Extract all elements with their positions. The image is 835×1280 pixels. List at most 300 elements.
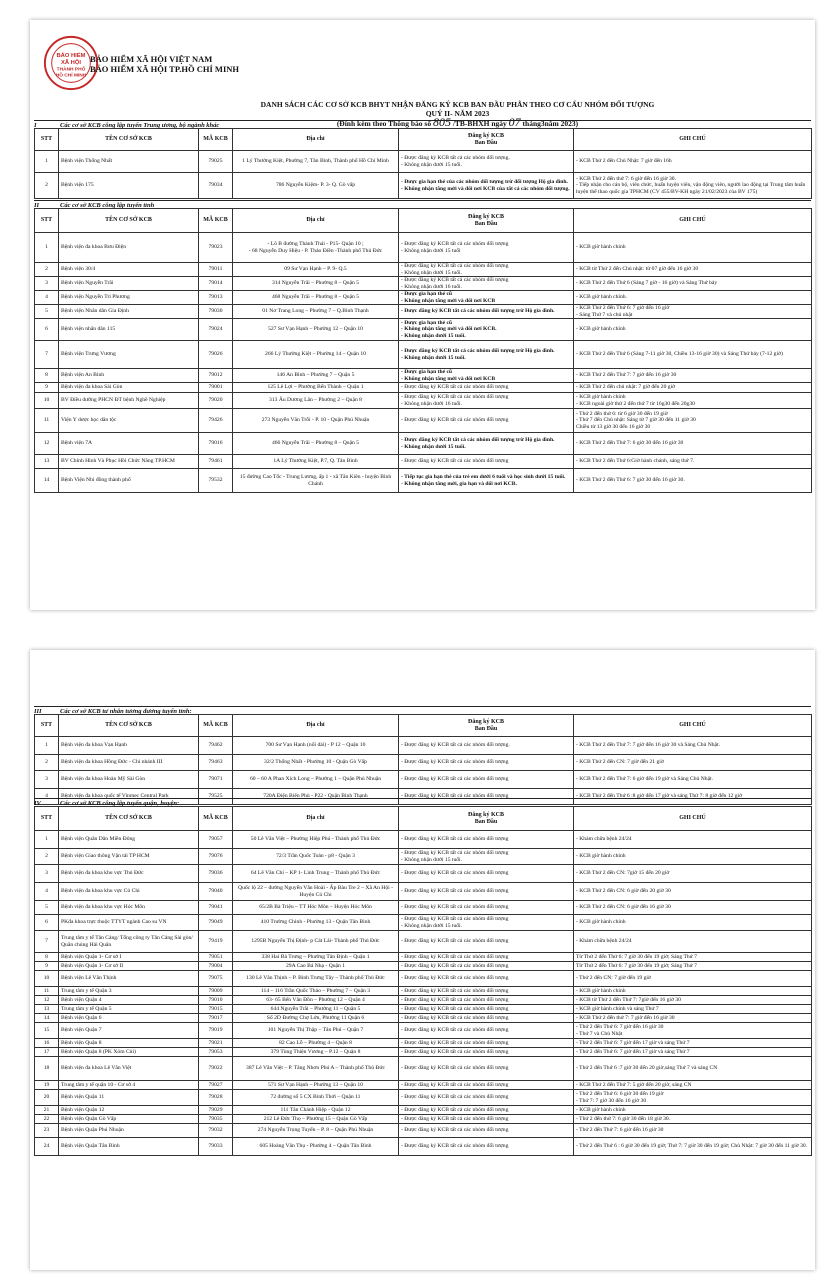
facility-code: 79017: [199, 1014, 233, 1023]
table-row: [35, 901, 812, 915]
facility-code: 79036: [199, 865, 233, 883]
table-row: [35, 1057, 812, 1081]
facility-note: - KCB Thứ 2 đến Chủ Nhật: 7 giờ đến 16h: [574, 151, 812, 173]
facility-note: - Thứ 2 đến Thứ 6 :7 giờ 30 đến 20 giờ,sáng Thứ 7 và sáng CN: [574, 1057, 812, 1081]
row-stt: 6: [35, 319, 59, 341]
facility-code: 79034: [199, 173, 233, 199]
section-number: IV: [34, 800, 41, 807]
registration-rule: - Được đăng ký KCB tất cả các nhóm đối tượng: [399, 455, 574, 469]
facility-name: Bệnh viện 30/4: [59, 263, 199, 277]
table-header-row: [35, 209, 812, 233]
registration-rule: - Được đăng ký KCB tất cả các nhóm đối tượng: [399, 1039, 574, 1048]
header-code: MÃ KCB: [199, 807, 233, 831]
registration-rule: - Được đăng ký KCB tất cả các nhóm đối tượng: [399, 883, 574, 901]
table-row: [35, 1014, 812, 1023]
facility-address: 1295B Nguyễn Thị Định- p Cát Lái- Thành phố Thủ Đức: [233, 931, 399, 953]
table-row: [35, 915, 812, 931]
row-stt: 24: [35, 1138, 59, 1156]
table-row: [35, 469, 812, 493]
facility-name: Trung tâm y tế Tân Cảng/ Tổng công ty Tân Cảng Sài gòn/ Quân chủng Hải Quân: [59, 931, 199, 953]
row-stt: 1: [35, 737, 59, 755]
table-header-row: [35, 715, 812, 737]
row-stt: 19: [35, 1081, 59, 1090]
facility-note: Từ Thứ 2 đến Thứ 6: 7 giờ 30 đến 19 giờ; Sáng Thứ 7: [574, 962, 812, 971]
header-note: GHI CHÚ: [574, 715, 812, 737]
table-row: [35, 849, 812, 865]
facility-note: - KCB giờ hành chính: [574, 233, 812, 263]
facility-name: Bệnh viện 7A: [59, 433, 199, 455]
registration-rule: - Được đăng ký KCB tất cả các nhóm đối tượng: [399, 1090, 574, 1106]
table-row: [35, 277, 812, 291]
facility-address: 15 đường Cao Tốc - Trung Lương, ấp 1 - xã Tân Kiên - huyện Bình Chánh: [233, 469, 399, 493]
row-stt: 2: [35, 173, 59, 199]
facility-table: [34, 208, 812, 493]
table-row: [35, 383, 812, 393]
facility-code: 79004: [199, 962, 233, 971]
row-stt: 4: [35, 883, 59, 901]
table-header-row: [35, 807, 812, 831]
registration-rule: - Được đăng ký KCB tất cả các nhóm đối tượng - Không nhận dưới 15 tuổi.: [399, 915, 574, 931]
facility-name: Bệnh viện 175: [59, 173, 199, 199]
facility-code: 79024: [199, 319, 233, 341]
table-row: [35, 1090, 812, 1106]
facility-name: Bệnh viện đa khoa khu vực Hóc Môn: [59, 901, 199, 915]
row-stt: 4: [35, 291, 59, 305]
facility-name: Viện Y dược học dân tộc: [59, 409, 199, 433]
table-row: [35, 1124, 812, 1138]
facility-code: 79040: [199, 883, 233, 901]
registration-rule: - Được đăng ký KCB tất cả các nhóm đối tượng: [399, 1023, 574, 1039]
facility-note: - Thứ 2 đến Thứ 6: 7 giờ đến 16 giờ 30 - Thứ 7 và Chủ Nhật: [574, 1023, 812, 1039]
registration-rule: - Được đăng ký KCB tất cả các nhóm đối tượng: [399, 1014, 574, 1023]
registration-rule: - Được đăng ký KCB tất cả các nhóm đối tượng: [399, 1124, 574, 1138]
facility-code: 79075: [199, 971, 233, 987]
facility-note: - KCB Thứ 2 đến Thứ 6: 7 giờ đến 16 giờ - Sáng Thứ 7 và chủ nhật: [574, 305, 812, 319]
facility-note: - Khám chữa bệnh 24/24: [574, 831, 812, 849]
facility-name: Bệnh viện đa khoa Bưu Điện: [59, 233, 199, 263]
row-stt: 16: [35, 1039, 59, 1048]
table-row: [35, 1005, 812, 1014]
facility-name: Bệnh viện An Bình: [59, 369, 199, 383]
facility-note: - KCB Thứ 2 đến Thứ 7: 7 giờ đến 16 giờ 30: [574, 369, 812, 383]
facility-code: 79009: [199, 987, 233, 996]
facility-address: 101 Nguyễn Thị Thập – Tân Phú – Quận 7: [233, 1023, 399, 1039]
facility-address: 111 Tân Chánh Hiệp - Quận 12: [233, 1106, 399, 1115]
facility-note: - KCB Thứ 2 đến Thứ 6 (Sáng 7-11 giờ 30, Chiều 13-16 giờ 30) và Sáng Thứ bảy (7-12 giờ): [574, 341, 812, 369]
facility-name: Bệnh viện đa khoa Lê Văn Việt: [59, 1057, 199, 1081]
table-row: [35, 173, 812, 199]
facility-address: 387 Lê Văn Việt – P. Tăng Nhơn Phú A – Thành phố Thủ Đức: [233, 1057, 399, 1081]
header-code: MÃ KCB: [199, 129, 233, 151]
org-parent: BẢO HIỂM XÃ HỘI VIỆT NAM: [90, 54, 213, 64]
row-stt: 14: [35, 469, 59, 493]
registration-rule: - Được đăng ký KCB tất cả các nhóm đối tượng trừ Hộ gia đình. - Không nhận dưới 15 tuổi.: [399, 433, 574, 455]
facility-note: - KCB Thứ 2 đến thứ 7: 7 giờ đến 16 giờ 30: [574, 1014, 812, 1023]
header-stt: STT: [35, 715, 59, 737]
facility-name: Trung tâm y tế Quận 3: [59, 987, 199, 996]
facility-address: 1A Lý Thường Kiệt, P.7, Q. Tân Bình: [233, 455, 399, 469]
facility-note: - KCB Thứ 2 đến Thứ 6 (Sáng 7 giờ - 16 giờ) và Sáng Thứ bảy: [574, 277, 812, 291]
row-stt: 13: [35, 455, 59, 469]
section-number: II: [34, 202, 40, 209]
registration-rule: - Được đăng ký KCB tất cả các nhóm đối tượng - Không nhận dưới 15 tuổi.: [399, 263, 574, 277]
registration-rule: - Được đăng ký KCB tất cả các nhóm đối tượng: [399, 931, 574, 953]
facility-code: 79461: [199, 455, 233, 469]
facility-code: 79076: [199, 849, 233, 865]
row-stt: 7: [35, 341, 59, 369]
facility-code: 79011: [199, 263, 233, 277]
table-row: [35, 865, 812, 883]
facility-name: Trung tâm y tế Quận 5: [59, 1005, 199, 1014]
registration-rule: - Được đăng ký KCB tất cả các nhóm đối tượng trừ Hộ gia đình.: [399, 305, 574, 319]
facility-name: Bệnh viện Quận 1- Cơ sở II: [59, 962, 199, 971]
facility-address: 29A Cao Bá Nhạ - Quận 1: [233, 962, 399, 971]
facility-note: - KCB Thứ 2 đến Thứ 7: 5 giờ đến 20 giờ, sáng CN: [574, 1081, 812, 1090]
facility-note: - KCB Thứ 2 đến CN: 6 giờ đến 16 giờ 30: [574, 901, 812, 915]
org-name: BẢO HIỂM XÃ HỘI TP.HỒ CHÍ MINH: [90, 64, 240, 74]
row-stt: 10: [35, 393, 59, 409]
facility-address: 63- 65 Bến Vân Đồn – Phường 12 – Quận 4: [233, 996, 399, 1005]
facility-code: 79032: [199, 1124, 233, 1138]
table-row: [35, 1115, 812, 1124]
facility-note: - Thứ 2 đến Thứ 6: 7 giờ đến 17 giờ và sáng Thứ 7: [574, 1048, 812, 1057]
facility-address: 01 Nơ Trang Long – Phường 7 – Q.Bình Thạnh: [233, 305, 399, 319]
row-stt: 12: [35, 433, 59, 455]
facility-address: 266 Lý Thường Kiệt – Phường 14 – Quận 10: [233, 341, 399, 369]
section-title: Các cơ sở KCB công lập tuyến Trung ương, bộ ngành khác: [60, 122, 220, 129]
registration-rule: - Được đăng ký KCB tất cả các nhóm đối tượng - Không nhận dưới 16 tuổi.: [399, 277, 574, 291]
header-address: Địa chỉ: [233, 129, 399, 151]
facility-address: 527 Sư Vạn Hạnh – Phường 12 – Quận 10: [233, 319, 399, 341]
facility-code: 79025: [199, 151, 233, 173]
facility-name: Bệnh viện Giao thông Vận tải TP HCM: [59, 849, 199, 865]
registration-rule: - Được gia hạn thẻ của các nhóm đối tượng trừ đối tượng Hộ gia đình. - Không nhận tăng mới và đổi nơi KCB của tất cả các nhóm đối tượng.: [399, 173, 574, 199]
facility-code: 79027: [199, 1081, 233, 1090]
facility-code: 79049: [199, 915, 233, 931]
row-stt: 5: [35, 901, 59, 915]
facility-address: Số 2D Đường Chợ Lớn, Phường 11 Quận 6: [233, 1014, 399, 1023]
facility-note: - KCB Thứ 2 đến Thứ 6: 7 giờ 30 đến 16 giờ 30.: [574, 469, 812, 493]
handwritten-day: 07: [508, 115, 521, 129]
facility-address: 65/2B Bà Triệu – TT Hóc Môn – Huyện Hóc Môn: [233, 901, 399, 915]
facility-note: - KCB từ Thứ 2 đến Chủ nhật: từ 07 giờ đến 16 giờ 30: [574, 263, 812, 277]
facility-note: - Thứ 2 đến thứ 6: từ 6 giờ 30 đến 19 giờ - Thứ 7 đến Chủ nhật: Sáng từ 7 giờ 30 đến 11 giờ 30 Chiều từ 13 giờ 30 đến 16 giờ 30: [574, 409, 812, 433]
row-stt: 20: [35, 1090, 59, 1106]
section-title: Các cơ sở KCB công lập tuyến tỉnh: [60, 202, 155, 209]
facility-name: Trung tâm y tế quận 10 - Cơ sở 4: [59, 1081, 199, 1090]
row-stt: 2: [35, 263, 59, 277]
row-stt: 17: [35, 1048, 59, 1057]
row-stt: 9: [35, 962, 59, 971]
facility-code: 79053: [199, 1048, 233, 1057]
facility-code: 79525: [199, 789, 233, 805]
facility-address: 72 đường số 5 CX Bình Thới – Quận 11: [233, 1090, 399, 1106]
header-registration: Đăng ký KCB Ban Đầu: [399, 129, 574, 151]
row-stt: 7: [35, 931, 59, 953]
table-row: [35, 319, 812, 341]
facility-name: Bệnh viện Quận Gò Vấp: [59, 1115, 199, 1124]
facility-name: Bệnh viện Nguyễn Trãi: [59, 277, 199, 291]
facility-address: 338 Hai Bà Trưng – Phường Tân Định – Quận 1: [233, 953, 399, 962]
facility-note: - KCB giờ hành chính: [574, 915, 812, 931]
registration-rule: - Được đăng ký KCB tất cả các nhóm đối tượng: [399, 971, 574, 987]
row-stt: 22: [35, 1115, 59, 1124]
header-address: Địa chỉ: [233, 715, 399, 737]
table-row: [35, 341, 812, 369]
table-row: [35, 962, 812, 971]
registration-rule: - Được đăng ký KCB tất cả các nhóm đối tượng: [399, 901, 574, 915]
facility-name: Bệnh viện Quận 1- Cơ sở I: [59, 953, 199, 962]
table-row: [35, 393, 812, 409]
facility-name: BV Điều dưỡng PHCN ĐT bệnh Nghề Nghiệp: [59, 393, 199, 409]
facility-note: - KCB Thứ 2 đến CN: 6 giờ đến 20 giờ 30: [574, 883, 812, 901]
header-note: GHI CHÚ: [574, 807, 812, 831]
facility-name: Bệnh viện Nguyễn Tri Phương: [59, 291, 199, 305]
row-stt: 12: [35, 996, 59, 1005]
row-stt: 2: [35, 849, 59, 865]
registration-rule: - Được đăng ký KCB tất cả các nhóm đối tượng: [399, 409, 574, 433]
registration-rule: - Được đăng ký KCB tất cả các nhóm đối tượng: [399, 953, 574, 962]
header-name: TÊN CƠ SỞ KCB: [59, 715, 199, 737]
row-stt: 23: [35, 1124, 59, 1138]
facility-address: 605 Hoàng Văn Thụ - Phường 4 – Quận Tân Bình: [233, 1138, 399, 1156]
table-row: [35, 409, 812, 433]
registration-rule: - Được đăng ký KCB tất cả các nhóm đối tượng: [399, 962, 574, 971]
header-address: Địa chỉ: [233, 209, 399, 233]
facility-name: Bệnh viện Quận 6: [59, 1014, 199, 1023]
facility-code: 79029: [199, 1106, 233, 1115]
facility-address: 60 – 60 A Phan Xích Long – Phường 1 – Quận Phú Nhuận: [233, 771, 399, 789]
organization-header: [90, 54, 239, 74]
facility-address: 314 Nguyễn Trãi – Phường 8 – Quận 5: [233, 277, 399, 291]
facility-code: 79012: [199, 369, 233, 383]
facility-code: 79462: [199, 737, 233, 755]
facility-code: 79016: [199, 433, 233, 455]
header-registration: Đăng ký KCB Ban Đầu: [399, 715, 574, 737]
facility-name: Bệnh viện đa khoa Sài Gòn: [59, 383, 199, 393]
facility-name: Bệnh viện Thống Nhất: [59, 151, 199, 173]
registration-rule: - Được đăng ký KCB tất cả các nhóm đối tượng: [399, 1005, 574, 1014]
header-stt: STT: [35, 209, 59, 233]
table-row: [35, 305, 812, 319]
facility-code: 79028: [199, 1090, 233, 1106]
table-row: [35, 233, 812, 263]
header-name: TÊN CƠ SỞ KCB: [59, 129, 199, 151]
facility-name: Bệnh viện Quân Dân Miền Đông: [59, 831, 199, 849]
facility-name: Bệnh viện đa khoa Hồng Đức - Chi nhánh III: [59, 755, 199, 771]
row-stt: 21: [35, 1106, 59, 1115]
facility-note: - KCB giờ hành chính: [574, 319, 812, 341]
facility-note: - KCB Thứ 2 đến Thứ 6:Giờ hành chánh, sáng thứ 7.: [574, 455, 812, 469]
row-stt: 8: [35, 953, 59, 962]
facility-name: Bệnh viện Lê Văn Thịnh: [59, 971, 199, 987]
registration-rule: - Được đăng ký KCB tất cả các nhóm đối tượng: [399, 1081, 574, 1090]
table-row: [35, 1138, 812, 1156]
facility-code: 79030: [199, 305, 233, 319]
facility-address: 720A Điện Biên Phủ - P22 - Quận Bình Thạnh: [233, 789, 399, 805]
facility-name: Bệnh viện Quận 4: [59, 996, 199, 1005]
registration-rule: - Được đăng ký KCB tất cả các nhóm đối tượng: [399, 865, 574, 883]
facility-address: 50 Lê Văn Việt – Phường Hiệp Phú - Thành phố Thủ Đức: [233, 831, 399, 849]
svg-text:XÃ HỘI: XÃ HỘI: [61, 59, 81, 66]
table-row: [35, 1106, 812, 1115]
document-title: DANH SÁCH CÁC CƠ SỞ KCB BHYT NHẬN ĐĂNG KÝ KCB BAN ĐẦU PHÂN THEO CƠ CẤU NHÓM ĐỐI TƯỢNG: [260, 100, 655, 109]
facility-code: 79026: [199, 341, 233, 369]
row-stt: 4: [35, 789, 59, 805]
row-stt: 1: [35, 151, 59, 173]
facility-address: 571 Sư Vạn Hạnh – Phường 13 – Quận 10: [233, 1081, 399, 1090]
row-stt: 2: [35, 755, 59, 771]
facility-name: Bệnh viện Quận Phú Nhuận: [59, 1124, 199, 1138]
facility-name: Bệnh viện Quận Tân Bình: [59, 1138, 199, 1156]
registration-rule: - Được đăng ký KCB tất cả các nhóm đối tượng: [399, 755, 574, 771]
facility-note: - KCB từ Thứ 2 đến Thứ 7: 7giờ đến 16 giờ 30: [574, 996, 812, 1005]
registration-rule: - Được đăng ký KCB tất cả các nhóm đối tượng: [399, 1115, 574, 1124]
registration-rule: - Được đăng ký KCB tất cả các nhóm đối tượng: [399, 1138, 574, 1156]
registration-rule: - Được gia hạn thẻ cũ - Không nhận tăng mới và đổi nơi KCB: [399, 291, 574, 305]
table-row: [35, 151, 812, 173]
section-number: I: [34, 122, 37, 129]
facility-code: 79532: [199, 469, 233, 493]
facility-code: 79463: [199, 755, 233, 771]
facility-note: - Thứ 2 đến Thứ 7: 6 giờ đến 16 giờ 30: [574, 1124, 812, 1138]
header-code: MÃ KCB: [199, 715, 233, 737]
registration-rule: - Được đăng ký KCB tất cả các nhóm đối tượng.: [399, 737, 574, 755]
table-row: [35, 369, 812, 383]
registration-rule: - Được đăng ký KCB tất cả các nhóm đối tượng: [399, 789, 574, 805]
header-registration: Đăng ký KCB Ban Đầu: [399, 807, 574, 831]
header-stt: STT: [35, 807, 59, 831]
facility-name: Bệnh viện đa khoa Vạn Hạnh: [59, 737, 199, 755]
facility-code: 79419: [199, 931, 233, 953]
facility-table: [34, 714, 812, 805]
registration-rule: - Được đăng ký KCB tất cả các nhóm đối tượng: [399, 831, 574, 849]
facility-address: 130 Lê Văn Thịnh – P. Bình Trưng Tây – Thành phố Thủ Đức: [233, 971, 399, 987]
facility-code: 79010: [199, 996, 233, 1005]
facility-note: - KCB giờ hành chính.: [574, 291, 812, 305]
table-row: [35, 831, 812, 849]
section-number: III: [34, 708, 42, 715]
facility-name: Bệnh viện đa khoa Hoàn Mỹ Sài Gòn: [59, 771, 199, 789]
table-row: [35, 1081, 812, 1090]
facility-note: - Thứ 2 đến thứ 7: 6 giờ 30 đến 18 giờ 30.: [574, 1115, 812, 1124]
facility-name: Bệnh viện đa khoa quốc tế Vinmec Central Park: [59, 789, 199, 805]
registration-rule: - Tiếp tục gia hạn thẻ của trẻ em dưới 6 tuổi và học sinh dưới 15 tuổi. - Không nhận tăng mới, gia hạn và đổi nơi KCB.: [399, 469, 574, 493]
registration-rule: - Được đăng ký KCB tất cả các nhóm đối tượng - Không nhận dưới 15 tuổi: [399, 233, 574, 263]
table-row: [35, 987, 812, 996]
facility-name: Bệnh viện Quận 7: [59, 1023, 199, 1039]
row-stt: 10: [35, 971, 59, 987]
facility-address: 1 Lý Thường Kiệt, Phường 7, Tân Bình, Thành phố Hồ Chí Minh: [233, 151, 399, 173]
facility-code: 79001: [199, 383, 233, 393]
facility-name: Bệnh viện đa khoa khu vực Thủ Đức: [59, 865, 199, 883]
row-stt: 1: [35, 233, 59, 263]
table-row: [35, 755, 812, 771]
facility-code: 79033: [199, 1138, 233, 1156]
registration-rule: - Được đăng ký KCB tất cả các nhóm đối tượng: [399, 987, 574, 996]
facility-code: 79020: [199, 393, 233, 409]
registration-rule: - Được đăng ký KCB tất cả các nhóm đối tượng: [399, 996, 574, 1005]
table-row: [35, 1039, 812, 1048]
facility-code: 79426: [199, 409, 233, 433]
facility-note: - Thứ 2 đến Thứ 6: 7 giờ đến 17 giờ và sáng Thứ 7: [574, 1039, 812, 1048]
registration-rule: - Được gia hạn thẻ cũ - Không nhận tăng mới và đổi nơi KCB: [399, 369, 574, 383]
facility-address: 72/3 Trần Quốc Toản - p8 - Quận 3: [233, 849, 399, 865]
row-stt: 11: [35, 987, 59, 996]
registration-rule: - Được đăng ký KCB tất cả các nhóm đối tượng - Không nhận dưới 16 tuổi.: [399, 393, 574, 409]
facility-address: 410 Trường Chinh - Phường 13 - Quận Tân Bình: [233, 915, 399, 931]
registration-rule: - Được đăng ký KCB tất cả các nhóm đối tượng: [399, 771, 574, 789]
header-name: TÊN CƠ SỞ KCB: [59, 209, 199, 233]
row-stt: 1: [35, 831, 59, 849]
document-subtitle: QUÝ II- NĂM 2023: [425, 109, 490, 118]
registration-rule: - Được đăng ký KCB tất cả các nhóm đối tượng: [399, 1057, 574, 1081]
facility-code: 79022: [199, 1057, 233, 1081]
table-row: [35, 1023, 812, 1039]
facility-name: PKđa khoa trực thuộc TTYT ngành Cao su VN: [59, 915, 199, 931]
facility-code: 79057: [199, 831, 233, 849]
facility-code: 79015: [199, 1005, 233, 1014]
table-row: [35, 883, 812, 901]
facility-note: - KCB giờ hành chính - KCB ngoài giờ thứ 2 đến thứ 7 từ 16g30 đến 20g30: [574, 393, 812, 409]
facility-note: - KCB Thứ 2 đến thứ 7: 6 giờ đến 16 giờ 30. - Tiếp nhận cho cán bộ, viên chức, huấn luyện viên, vận động viên, người lao động tại Trung tâm huấn luyện thể thao quốc gia TPHCM (CV 455/BV-KH ngày 21/02/2023 của BV 175): [574, 173, 812, 199]
table-row: [35, 996, 812, 1005]
facility-address: 313 Âu Dương Lân – Phường 2 – Quận 8: [233, 393, 399, 409]
facility-note: - KCB giờ hành chính: [574, 987, 812, 996]
facility-address: 32/2 Thống Nhất - Phường 10 - Quận Gò Vấp: [233, 755, 399, 771]
facility-address: 466 Nguyễn Trãi – Phường 8 – Quận 5: [233, 433, 399, 455]
table-row: [35, 737, 812, 755]
facility-note: - Thứ 2 đến Thứ 6 : 6 giờ 30 đến 19 giờ; Thứ 7: 7 giờ 30 đến 19 giờ; Chủ Nhật: 7 giờ 30 đến 11 giờ 30.: [574, 1138, 812, 1156]
facility-name: Bệnh viện Quận 11: [59, 1090, 199, 1106]
facility-name: Bệnh viện Quận 12: [59, 1106, 199, 1115]
facility-table: [34, 806, 812, 1156]
registration-rule: - Được đăng ký KCB tất cả các nhóm đối tượng - Không nhận dưới 15 tuổi.: [399, 849, 574, 865]
facility-note: - KCB Thứ 2 đến chủ nhật: 7 giờ đến 20 giờ: [574, 383, 812, 393]
facility-code: 79071: [199, 771, 233, 789]
section-title: Các cơ sở KCB công lập tuyến quận, huyện:: [60, 800, 180, 807]
facility-table: [34, 128, 812, 199]
facility-code: 79051: [199, 953, 233, 962]
facility-address: 64 Lê Văn Chí – KP 1- Linh Trung – Thành phố Thủ Đức: [233, 865, 399, 883]
row-stt: 18: [35, 1057, 59, 1081]
row-stt: 6: [35, 915, 59, 931]
header-note: GHI CHÚ: [574, 129, 812, 151]
registration-rule: - Được đăng ký KCB tất cả các nhóm đối tượng: [399, 1106, 574, 1115]
facility-note: - KCB Thứ 2 đến Thứ 6 :8 giờ đến 17 giờ và sáng Thứ 7: 8 giờ đến 12 giờ: [574, 789, 812, 805]
facility-code: 79021: [199, 1039, 233, 1048]
document-reference: (Đính kèm theo Thông báo số 805 /TB-BHXH ngày 07 tháng3năm 2023): [336, 115, 579, 129]
facility-address: 273 Nguyễn Văn Trỗi - P. 10 - Quận Phú Nhuận: [233, 409, 399, 433]
facility-note: - KCB giờ hành chính: [574, 1106, 812, 1115]
svg-text:THÀNH PHỐ: THÀNH PHỐ: [56, 67, 86, 73]
table-row: [35, 455, 812, 469]
table-row: [35, 971, 812, 987]
facility-code: 79013: [199, 291, 233, 305]
facility-note: - KCB giờ hành chính và sáng Thứ 7: [574, 1005, 812, 1014]
facility-code: 79035: [199, 1115, 233, 1124]
row-stt: 9: [35, 383, 59, 393]
document-page-2: [30, 650, 815, 1270]
registration-rule: - Được đăng ký KCB tất cả các nhóm đối tượng. - Không nhận dưới 15 tuổi.: [399, 151, 574, 173]
facility-name: Bệnh Viện Nhi đồng thành phố: [59, 469, 199, 493]
table-row: [35, 291, 812, 305]
facility-address: 468 Nguyễn Trãi – Phường 8 – Quận 5: [233, 291, 399, 305]
facility-code: 79019: [199, 1023, 233, 1039]
header-address: Địa chỉ: [233, 807, 399, 831]
facility-address: 700 Sư Vạn Hạnh (nối dài) - P 12 – Quận 10: [233, 737, 399, 755]
table-row: [35, 771, 812, 789]
